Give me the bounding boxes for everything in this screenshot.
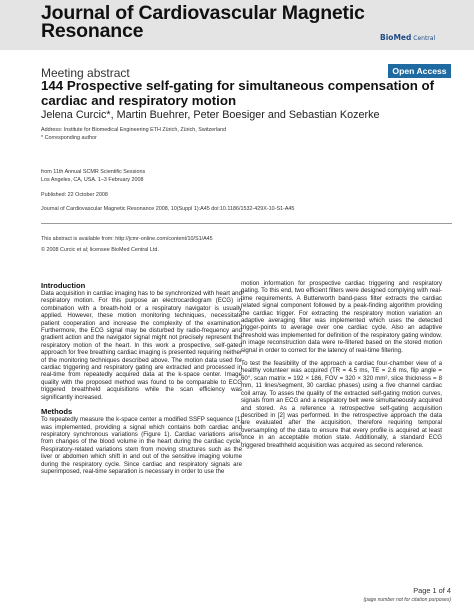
corresponding-note: * Corresponding author: [41, 135, 97, 141]
article-title: 144 Prospective self-gating for simultaneous compensation of cardiac and respiratory motion: [41, 78, 435, 108]
page-number: Page 1 of 4: [413, 586, 451, 595]
introduction-heading: Introduction: [41, 281, 86, 290]
article-type: Meeting abstract: [41, 66, 130, 80]
published-date: Published: 22 October 2008: [41, 192, 108, 198]
journal-title: Journal of Cardiovascular Magnetic Resonance: [41, 2, 365, 42]
publisher-name-rest: Central: [411, 35, 436, 42]
right-column: [241, 280, 442, 449]
author-address: Address: Institute for Biomedical Engineering ETH Zürich, Zürich, Switzerland: [41, 127, 227, 133]
feasibility-text: To test the feasibility of the approach a cardiac four-chamber view of a healthy volunteer was acquired (TR = 4.5 ms, TE = 2.6 ms, flip angle = 60°, scan matrix = 192 × 186, FOV = 320 × 320 mm², slice thickness = 8 mm, 11 lines/segment, 30 cardiac phases) using a five channel cardiac coil array. To asses the quality of the extracted self-gating motion curves, signals from an ECG and a respiratory belt were simultaneously acquired and stored. As a reference a retrospective self-gating acquisition described in [2] was performed. In the retrospective approach the data are evaluated after the acquisition, therefore requiring temporal oversampling of the data to ensure that every profile is acquired at least once in an acceptable motion state. Additionally, a standard ECG triggered breathheld acquisition was acquired as second reference.: [241, 360, 442, 449]
divider: [41, 223, 452, 224]
introduction-text: Data acquisition in cardiac imaging has to be synchronized with heart and respiratory motion. For this purpose an electrocardiogram (ECG) in combination with a breath-hold or a respiratory navigator is usually applied. However, these motion monitoring techniques, necessitate patient cooperation and increase the complexity of the examination. Furthermore, the ECG signal may be disturbed by radio-frequency and gradient action and the navigator signal might not precisely represent the respiratory motion of the heart. In this work a prospective, self-gated approach for free breathing cardiac imaging is presented requiring neither of the monitoring techniques described above. The motion data used for cardiac triggering and respiratory gating are extracted and processed in real-time from repeatedly acquired data at the k-space center. Image quality with the proposed method was found to be comparable to ECG triggered breathheld acquisitions while the scan efficiency was significantly increased.: [41, 290, 242, 401]
methods-text: To repeatedly measure the k-space center a modified SSFP sequence [1] was implemented, providing a signal which contains both cardiac and respiratory synchronous variations (Figure 1). Cardiac variations arise from changes of the blood volume in the heart during the cardiac cycle. Respiratory-related variations stem from moving structures such as the liver or abdomen which shift in and out of the sensitive imaging volume during the respiratory cycle. Since cardiac and respiratory signals are superimposed, real-time separation is necessary in order to use the: [41, 416, 242, 475]
availability-link[interactable]: This abstract is available from: http://jcmr-online.com/content/10/S1/A45: [41, 236, 213, 242]
open-access-badge: Open Access: [388, 64, 451, 78]
citation: Journal of Cardiovascular Magnetic Resonance 2008, 10(Suppl 1):A45 doi:10.1186/1532-429X-10-S1-A45: [41, 206, 295, 212]
publisher-logo: [380, 33, 435, 42]
page-note: (page number not for citation purposes): [363, 597, 451, 603]
left-column: [41, 281, 242, 475]
methods-heading: Methods: [41, 407, 73, 417]
copyright: © 2008 Curcic et al; licensee BioMed Central Ltd.: [41, 247, 159, 253]
publisher-name-bold: BioMed: [380, 33, 412, 42]
methods-continued-text: motion information for prospective cardiac triggering and respiratory gating. To this end, two efficient filters were designed complying with real-time requirements. A Butterworth band-pass filter extracts the cardiac related signal component followed by a peak-finding algorithm providing the cardiac trigger. For extracting the respiratory motion variation an adaptive averaging filter was implemented which uses the detected trigger-points to average over one cardiac cycle. Also an adaptive threshold was implemented for definition of the respiratory gating window. In image reconstruction data were re-filtered based on the stored motion signal in order to correct for the latency of real-time filtering.: [241, 280, 442, 354]
conference-source: from 11th Annual SCMR Scientific Sessions: [41, 169, 146, 175]
author-list: Jelena Curcic*, Martin Buehrer, Peter Boesiger and Sebastian Kozerke: [41, 109, 380, 121]
conference-location: Los Angeles, CA, USA. 1–3 February 2008: [41, 177, 144, 183]
